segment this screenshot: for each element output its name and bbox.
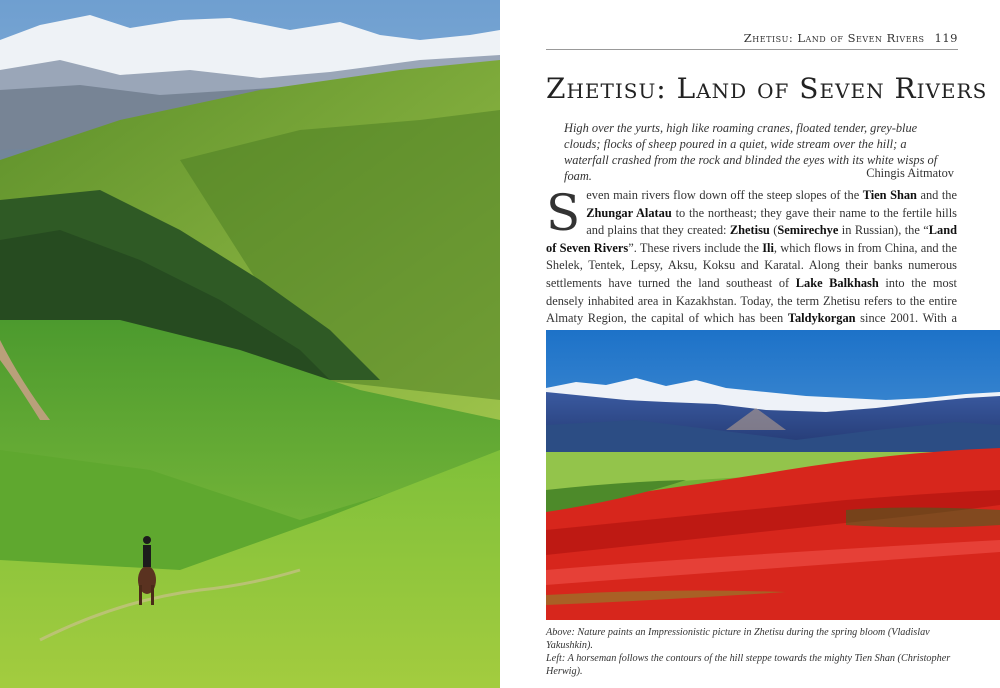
term-taldykorgan: Taldykorgan [787,311,856,326]
page-number: 119 [934,31,958,45]
term-lake-balkhash: Lake Balkhash [795,275,879,290]
body-text-run: ”. These rivers include the [628,240,763,255]
chapter-title: Zhetisu: Land of Seven Rivers [546,72,988,105]
body-text-run: , which flows in from China, and the Shelek, Tentek, Lepsy, Aksu, Koksu and Karatal. Along their banks numerous settlements have turned the land southeast of [546,240,957,290]
body-text-run: ( [769,223,778,238]
body-text-run: since 2001. With a [860,311,957,326]
poppy-field-illustration [546,330,1000,620]
drop-cap: S [546,184,581,242]
body-text-run: and the [916,188,957,202]
epigraph-author: Chingis Aitmatov [866,166,954,180]
body-text-run: in Russian), the “ [838,223,929,238]
term-tien-shan: Tien Shan [862,188,917,202]
body-text-run: to the northeast; they gave their name to the fertile hills and plains that they created: [586,205,957,238]
caption-left: Left: A horseman follows the contours of the hill steppe towards the mighty Tien Shan (Christopher Herwig). [546,653,951,677]
caption-above: Above: Nature paints an Impressionistic picture in Zhetisu during the spring bloom (Vladislav Yakushkin). [546,627,930,651]
poppy-field-photo [546,330,1000,620]
right-page [500,0,1000,688]
body-text-run: into the most densely inhabited area in Kazakhstan. Today, the term Zhetisu refers to the entire Almaty Region, the capital of which has been [546,275,958,326]
term-zhungar-alatau: Zhungar Alatau [586,205,672,220]
photo-caption [546,626,966,678]
term-ili: Ili [762,240,774,255]
body-text-run: even main rivers flow down off the steep slopes of the [586,188,863,202]
term-semirechye: Semirechye [777,223,839,238]
running-head-title: Zhetisu: Land of Seven Rivers [743,31,925,45]
term-zhetisu: Zhetisu [729,223,770,238]
epigraph-quote: High over the yurts, high like roaming cranes, floated tender, grey-blue clouds; flocks of sheep poured in a quiet, wide stream over the hill; a waterfall crashed from the rock and blinded the eyes with its white wisps of foam. [564,121,938,183]
term-land-of-seven-rivers: Land of Seven Rivers [546,223,957,255]
running-head [546,31,958,50]
